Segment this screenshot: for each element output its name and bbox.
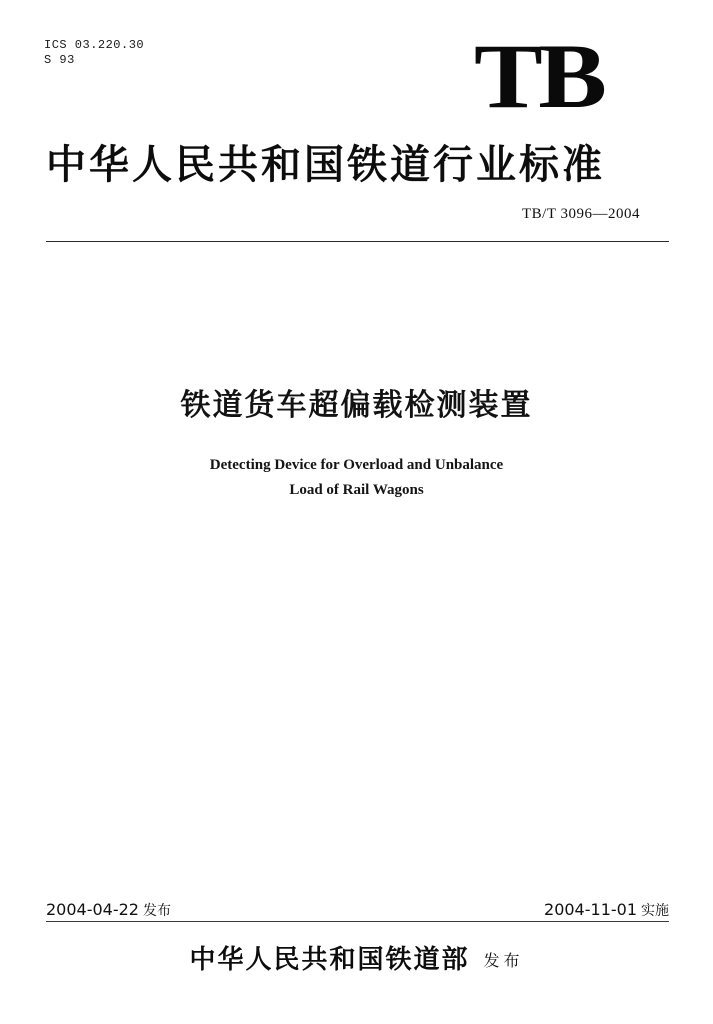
ics-code: ICS 03.220.30 xyxy=(44,38,145,52)
top-divider xyxy=(46,241,669,242)
implementation-date-label: 实施 xyxy=(641,903,669,919)
issue-date-value: 2004-04-22 xyxy=(46,900,139,919)
publisher-name: 中华人民共和国铁道部 xyxy=(189,945,470,975)
publisher xyxy=(0,942,713,979)
tb-logo: TB xyxy=(474,25,603,127)
issue-date xyxy=(46,900,171,921)
publisher-action: 发布 xyxy=(483,951,524,970)
issue-date-label: 发布 xyxy=(142,903,171,919)
implementation-date xyxy=(544,900,669,921)
title-english-line1: Detecting Device for Overload and Unbalance xyxy=(209,457,504,473)
title-english-line2: Load of Rail Wagons xyxy=(289,482,424,498)
standard-type-heading: 中华人民共和国铁道行业标准 xyxy=(46,141,605,188)
title-chinese: 铁道货车超偏载检测装置 xyxy=(180,388,533,423)
ccs-code: S 93 xyxy=(44,53,75,67)
implementation-date-value: 2004-11-01 xyxy=(544,900,637,919)
standard-number: TB/T 3096—2004 xyxy=(522,206,640,222)
bottom-divider xyxy=(46,921,669,922)
